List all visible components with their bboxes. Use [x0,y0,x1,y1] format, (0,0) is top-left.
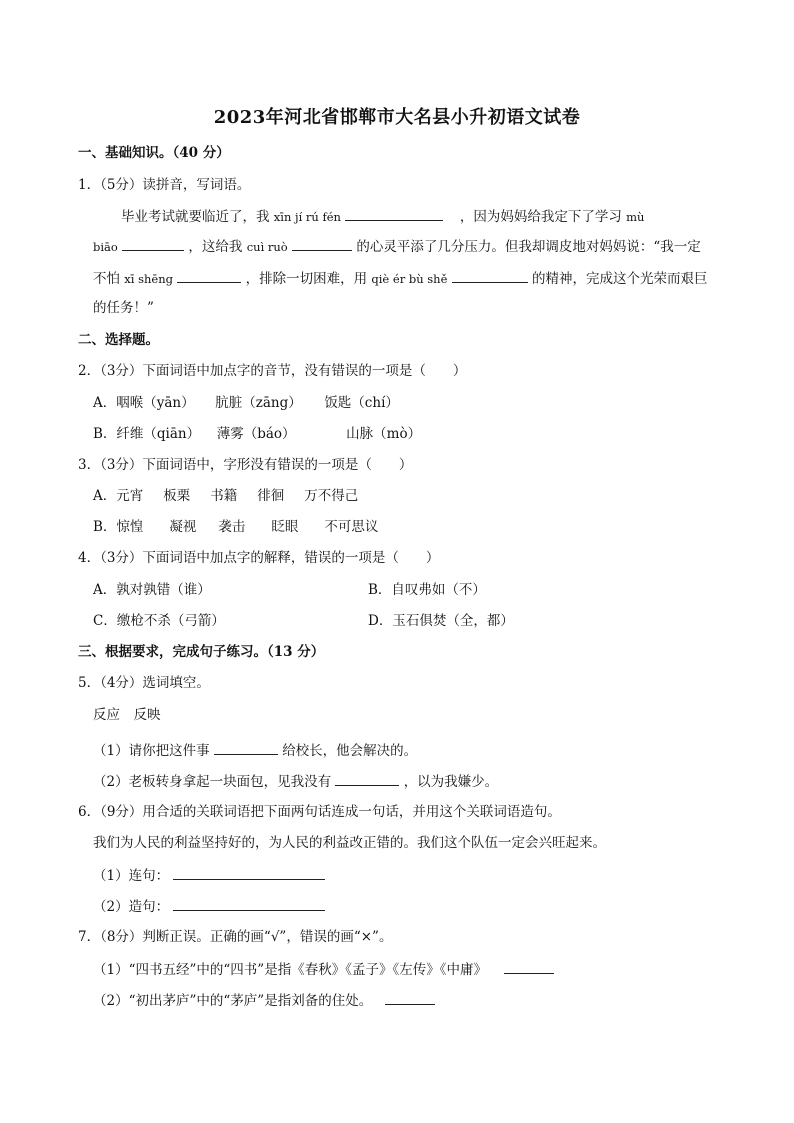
section-2-heading: 二、选择题。 [78,332,159,348]
q4-option-c[interactable]: C．缴枪不杀（弓箭） [93,613,225,629]
q4-option-b[interactable]: B．自叹弗如（不） [368,582,486,598]
q1-text: ，这给我 [188,239,243,255]
option-text: 书籍 [210,488,238,504]
sentence-text: 给校长，他会解决的。 [282,743,418,759]
option-text: 万不得己 [304,488,359,504]
q1-text: 的心灵平添了几分压力。但我却调皮地对妈妈说：“我一定 [356,239,701,255]
q7-stem: 7．（8分）判断正误。正确的画“√”，错误的画“×”。 [78,929,393,945]
q3-option-a[interactable] [93,486,358,506]
pinyin-mu: mù [626,210,645,224]
answer-blank[interactable] [504,959,554,974]
pinyin-xin-ji-ru-fen: xīn jí rú fén [273,210,341,224]
q6-part-1 [93,865,325,886]
pinyin-cui-ruo: cuì ruò [246,240,288,254]
option-text: 板栗 [163,488,191,504]
option-text: 不可思议 [324,519,379,535]
statement-text: （2）“初出茅庐”中的“茅庐”是指刘备的住处。 [93,993,373,1009]
option-text: A．元宵 [93,488,144,504]
option-text: 山脉（mò） [346,426,422,442]
q1-text: 的精神，完成这个光荣而艰巨 [531,271,708,287]
option-text: A．咽喉（yān） [93,395,195,411]
q4-stem: 4．（3分）下面词语中加点字的解释，错误的一项是（ ） [78,550,440,566]
option-text: 徘徊 [257,488,285,504]
q2-option-b[interactable] [93,424,421,444]
q6-source-text: 我们为人民的利益坚持好的，为人民的利益改正错的。我们这个队伍一定会兴旺起来。 [93,835,606,851]
q1-line-2 [93,236,701,257]
pinyin-xi-sheng: xī shēng [124,272,173,286]
q2-stem: 2．（3分）下面词语中加点字的音节，没有错误的一项是（ ） [78,363,467,379]
sentence-text: ，以为我嫌少。 [403,774,499,790]
q1-text: ，因为妈妈给我定下了学习 [459,209,622,225]
q5-sentence-1 [93,740,417,761]
option-text: 饭匙（chí） [324,395,399,411]
q1-line-4: 的任务！” [93,300,154,316]
sentence-text: （1）连句： [93,868,170,884]
q3-option-b[interactable] [93,517,378,537]
answer-blank[interactable] [173,896,325,911]
q1-line-1 [121,206,644,227]
answer-blank[interactable] [177,268,241,283]
q4-option-a[interactable]: A．孰对孰错（谁） [93,582,211,598]
q6-part-2 [93,896,325,917]
q5-stem: 5．（4分）选词填空。 [78,675,210,691]
q6-stem: 6．（9分）用合适的关联词语把下面两句话连成一句话，并用这个关联词语造句。 [78,804,561,820]
q5-sentence-2 [93,771,498,792]
option-text: 袭击 [218,519,246,535]
q3-stem: 3．（3分）下面词语中，字形没有错误的一项是（ ） [78,457,413,473]
q1-text: 毕业考试就要临近了，我 [121,209,270,225]
q5-word-choices: 反应 反映 [93,707,161,723]
answer-blank[interactable] [214,740,278,755]
q4-option-d[interactable]: D．玉石俱焚（全，都） [368,613,514,629]
answer-blank[interactable] [335,771,399,786]
option-text: 凝视 [169,519,197,535]
sentence-text: （2）造句： [93,899,170,915]
answer-blank[interactable] [385,990,435,1005]
option-text: B．惊惶 [93,519,144,535]
option-text: 眨眼 [271,519,299,535]
q7-statement-1 [93,959,554,980]
sentence-text: （1）请你把这件事 [93,743,210,759]
section-3-heading: 三、根据要求，完成句子练习。（13 分） [78,644,325,660]
q1-stem: 1．（5分）读拼音，写词语。 [78,177,251,193]
statement-text: （1）“四书五经”中的“四书”是指《春秋》《孟子》《左传》《中庸》 [93,962,487,978]
answer-blank[interactable] [173,865,325,880]
q7-statement-2 [93,990,435,1011]
answer-blank[interactable] [452,268,528,283]
q1-text: 不怕 [93,271,120,287]
sentence-text: （2）老板转身拿起一块面包，见我没有 [93,774,332,790]
page-title: 2023年河北省邯郸市大名县小升初语文试卷 [213,107,581,128]
answer-blank[interactable] [345,206,443,221]
option-text: B．纤维（qiān） [93,426,201,442]
answer-blank[interactable] [122,236,184,251]
answer-blank[interactable] [292,236,352,251]
pinyin-biao: biāo [93,240,118,254]
option-text: 薄雾（báo） [216,426,296,442]
q1-line-3 [93,268,707,289]
q2-option-a[interactable] [93,393,399,413]
pinyin-qie-er-bu-she: qiè ér bù shě [371,272,448,286]
option-text: 肮脏（zāng） [215,395,302,411]
q1-text: ，排除一切困难，用 [245,271,368,287]
section-1-heading: 一、基础知识。（40 分） [78,145,230,161]
